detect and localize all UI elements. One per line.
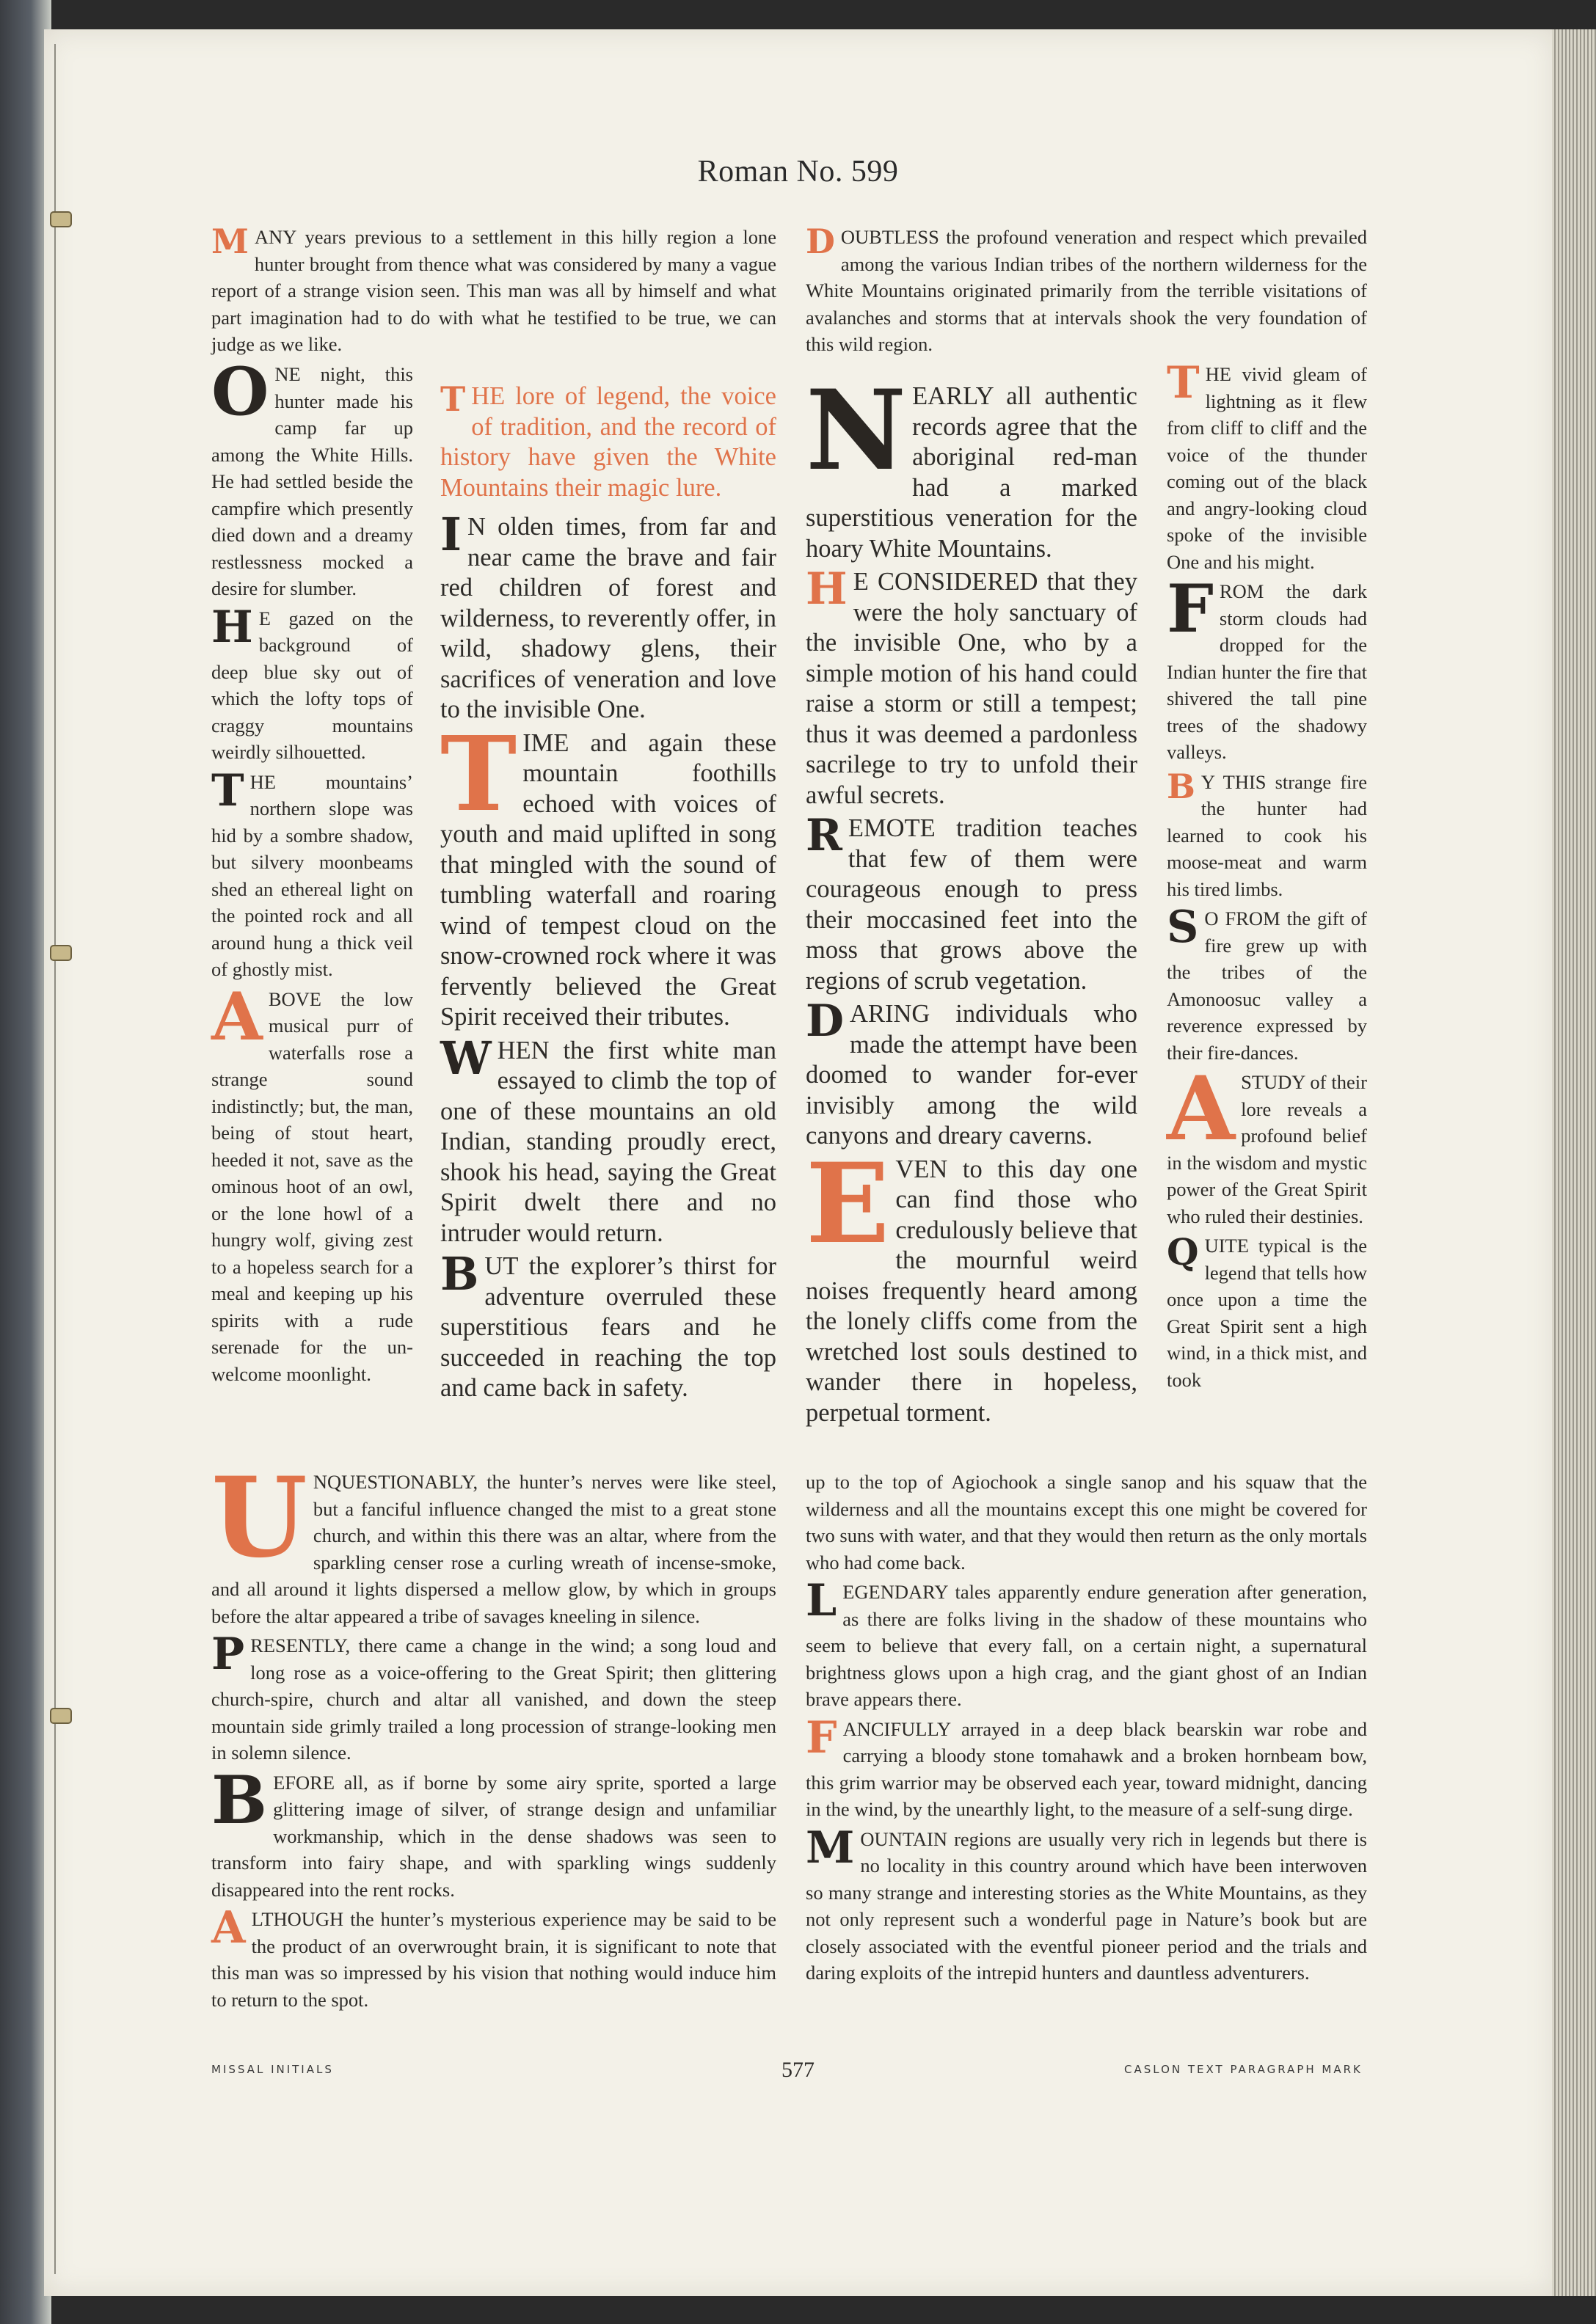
paragraph bbox=[211, 977, 413, 1388]
paragraph-text: VEN to this day one can find those who credulously believe that the mournful weird noises frequently heard among the lonely cliffs come from the wretched lost souls destined to wander there in hopeless, perpetual torment. bbox=[806, 1155, 1137, 1427]
binding-line bbox=[54, 44, 56, 2274]
paragraph bbox=[440, 714, 776, 1033]
initial-capital: F bbox=[1167, 570, 1214, 648]
initial-capital: M bbox=[211, 222, 249, 261]
left-intro bbox=[211, 224, 776, 361]
paragraph bbox=[211, 1453, 776, 1629]
initial-capital: A bbox=[1167, 1057, 1236, 1161]
footer-right-label: CASLON TEXT PARAGRAPH MARK bbox=[1124, 2063, 1363, 2076]
paragraph-text: OUNTAIN regions are usually very rich in legends but there is no locality in this country around which have been interwoven so many strange and interesting stories as the White Mountains, as they not only represent such a wonderful page in Nature’s book but are closely associated with the eventful pioneer period and the trials and daring exploits of the intrepid hunters and dauntless adventurers. bbox=[806, 1827, 1367, 1984]
initial-capital: O bbox=[211, 353, 269, 431]
initial-capital: M bbox=[806, 1821, 855, 1874]
binding-stitch bbox=[51, 213, 70, 226]
paragraph bbox=[806, 366, 1137, 564]
initial-capital: U bbox=[211, 1453, 307, 1582]
paragraph-text: LTHOUGH the hunter’s mysterious experience may be said to be the product of an overwrought brain, it is significant to note that this man was so impressed by his vision that nothing would induce him to return to the spot. bbox=[211, 1908, 776, 2011]
paragraph bbox=[806, 1575, 1367, 1713]
paragraph bbox=[806, 1711, 1367, 1823]
paragraph bbox=[211, 353, 413, 602]
paragraph bbox=[806, 810, 1137, 996]
paragraph-text: N olden times, from far and near came the brave and fair red children of forest and wilderness, to reverently offer, in wild, shadowy glens, their sacrifices of veneration and love to the invisible One. bbox=[440, 513, 776, 723]
page-number: 577 bbox=[781, 2058, 815, 2082]
paragraph-text: HE mountains’ northern slope was hid by a sombre shadow, but silvery moonbeams shed an ethereal light on the pointed rock and all around hung a thick veil of ghostly mist. bbox=[211, 770, 413, 980]
paragraph-text: STUDY of their lore reveals a profound belief in the wisdom and mystic power of the Great Spirit who ruled their destinies. bbox=[1167, 1071, 1367, 1227]
paragraph bbox=[806, 1821, 1367, 1987]
paragraph-text: IME and again these mountain foothills echoed with voices of youth and maid uplifted in song that mingled with the sound of tumbling waterfall and roaring wind of tempest cloud on the snow-crowned rock where it was fervently believed the Great Spirit received their tributes. bbox=[440, 728, 776, 1031]
paragraph-text: HEN the first white man essayed to climb the top of one of these mountains an old Indian, standing proudly erect, shook his head, saying the Great Spirit dwelt there and no intruder would return. bbox=[440, 1036, 776, 1247]
column-3 bbox=[806, 366, 1137, 1431]
paragraph bbox=[440, 508, 776, 726]
initial-capital: P bbox=[211, 1629, 245, 1680]
initial-capital: E bbox=[806, 1139, 890, 1268]
paragraph-text: ANCIFULLY arrayed in a deep black bearskin war robe and carrying a bloody stone tomahawk and a broken hornbeam bow, this grim warrior may be observed each year, toward midnight, dancing in the wind, by the unearthly light, to the measure of a self-sung dirge. bbox=[806, 1717, 1367, 1820]
paragraph bbox=[806, 224, 1367, 358]
paragraph-text: EGENDARY tales apparently endure generation after generation, as there are folks living in the shadow of these mountains who seem to believe that every fall, on a certain night, a supernatural brightness glows upon a high crag, and the giant ghost of an Indian brave appears there. bbox=[806, 1581, 1367, 1710]
binding-stitch bbox=[51, 946, 70, 960]
paragraph bbox=[1167, 902, 1367, 1066]
paragraph-text: EFORE all, as if borne by some airy sprite, sported a large glittering image of silver, of strange design and unfamiliar workmanship, which in the dense shadows was seen to transform into fairy shape, and with sparkling wings suddenly disappeared into the rent rocks. bbox=[211, 1771, 776, 1901]
initial-capital: D bbox=[806, 995, 845, 1047]
paragraph bbox=[806, 995, 1137, 1152]
page-edges bbox=[1552, 29, 1596, 2296]
paragraph-text: ROM the dark storm clouds had dropped for the Indian hunter the fire that shivered the tall pine trees of the shadowy valleys. bbox=[1167, 580, 1367, 763]
paragraph bbox=[1167, 1057, 1367, 1229]
paragraph bbox=[806, 563, 1137, 811]
paragraph-text: HE lore of legend, the voice of tradition, and the record of history have given the White Mountains their magic lure. bbox=[440, 382, 776, 502]
paragraph: up to the top of Agiochook a single sanop and his squaw that the wilderness and all the mountains except this one might be covered for two suns with water, and that they would then return as the only mortals who had come back. bbox=[806, 1471, 1367, 1574]
paragraph bbox=[1167, 766, 1367, 903]
initial-capital: H bbox=[806, 563, 848, 615]
initial-capital: H bbox=[211, 601, 253, 653]
paragraph bbox=[211, 1761, 776, 1904]
paragraph bbox=[1167, 570, 1367, 766]
initial-capital: I bbox=[440, 508, 462, 561]
paragraph-text: RESENTLY, there came a change in the wind; a song loud and long rose as a voice-offering to the Great Spirit; then glittering church-spire, church and altar all vanished, and down the steep mountain side grimly trailed a long procession of strange-looking men in solemn silence. bbox=[211, 1634, 776, 1764]
paragraph-text: E gazed on the background of deep blue sky out of which the lofty tops of craggy mountains weirdly silhouetted. bbox=[211, 607, 413, 763]
initial-capital: B bbox=[1167, 766, 1195, 806]
paragraph-text: NQUESTIONABLY, the hunter’s nerves were like steel, but a fanciful influence changed the mist to a great stone church, and within this there was an altar, where from the sparkling censer rose a curling wreath of incense-smoke, and all around it lights dispersed a mellow glow, by which in groups before the altar appeared a tribe of savages kneeling in silence. bbox=[211, 1471, 776, 1627]
initial-capital: T bbox=[440, 714, 517, 835]
paragraph bbox=[1167, 357, 1367, 575]
initial-capital: T bbox=[211, 764, 244, 816]
right-intro bbox=[806, 224, 1367, 361]
paragraph-text: UT the explorer’s thirst for adventure overruled these superstitious fears and he succeeded in reaching the top and came back in safety. bbox=[440, 1252, 776, 1402]
paragraph-text: O FROM the gift of fire grew up with the tribes of the Amonoosuc valley a reverence expressed by their fire-dances. bbox=[1167, 907, 1367, 1064]
paragraph-text: E CONSIDERED that they were the holy sanctuary of the invisible One, who by a simple motion of his hand could raise a storm or still a tempest; thus it was deemed a pardonless sacrilege to try to unfold their awful secrets. bbox=[806, 568, 1137, 809]
paragraph-text: BOVE the low musical purr of waterfalls rose a strange sound indistinctly; but, the man, being of stout heart, heeded it not, save as the ominous hoot of an owl, or the lone howl of a hungry wolf, giving zest to a hopeless search for a meal and keeping up his spirits with a rude serenade for the un-welcome moonlight. bbox=[211, 987, 413, 1385]
bottom-right-block bbox=[806, 1469, 1367, 1989]
initial-capital: B bbox=[440, 1247, 479, 1301]
binding-stitch bbox=[51, 1709, 70, 1722]
initial-capital: A bbox=[211, 977, 263, 1056]
bottom-left-block bbox=[211, 1453, 776, 2016]
paragraph-text: Y THIS strange fire the hunter had learned to cook his moose-meat and warm his tired limbs. bbox=[1167, 770, 1367, 900]
paragraph bbox=[211, 601, 413, 766]
page-title: Roman No. 599 bbox=[697, 155, 899, 189]
initial-capital: L bbox=[806, 1575, 837, 1626]
paragraph-text: ANY years previous to a settlement in this hilly region a lone hunter brought from thence what was considered by many a vague report of a strange vision seen. This man was all by himself and what part imagination had to do with what he testified to be true, we can judge as we like. bbox=[211, 226, 776, 355]
paragraph bbox=[1167, 1232, 1367, 1393]
initial-capital: S bbox=[1167, 902, 1199, 953]
paragraph bbox=[806, 1139, 1137, 1429]
initial-capital: A bbox=[211, 1902, 246, 1954]
initial-capital: Q bbox=[1167, 1230, 1199, 1274]
column-1 bbox=[211, 353, 413, 1390]
initial-capital: W bbox=[440, 1031, 492, 1085]
paragraph bbox=[440, 1247, 776, 1404]
paragraph-text: EMOTE tradition teaches that few of them were courageous enough to press their moccasined feet into the moss that grows above the regions of scrub vegetation. bbox=[806, 814, 1137, 995]
paragraph-text: HE vivid gleam of lightning as it flew from cliff to cliff and the voice of the thunder coming out of the black and angry-looking cloud spoke of the invisible One and his might. bbox=[1167, 363, 1367, 573]
paragraph bbox=[440, 381, 776, 503]
initial-capital: F bbox=[806, 1711, 837, 1764]
initial-capital: B bbox=[211, 1761, 268, 1839]
paragraph-text: NE night, this hunter made his camp far up among the White Hills. He had settled beside the campfire which presently died down and a dreamy restlessness mocked a desire for slumber. bbox=[211, 363, 413, 599]
paragraph-text: EARLY all authentic records agree that the aboriginal red-man had a marked superstitious veneration for the hoary White Mountains. bbox=[806, 382, 1137, 563]
paragraph bbox=[211, 764, 413, 983]
initial-capital: D bbox=[806, 222, 835, 261]
initial-capital: N bbox=[806, 366, 907, 495]
initial-capital: T bbox=[1167, 357, 1200, 409]
paragraph bbox=[211, 224, 776, 358]
initial-capital: R bbox=[806, 810, 842, 861]
footer-left-label: MISSAL INITIALS bbox=[211, 2063, 334, 2076]
paragraph bbox=[211, 1629, 776, 1766]
paragraph-text: UITE typical is the legend that tells how once upon a time the Great Spirit sent a high wind, in a thick mist, and took bbox=[1167, 1235, 1367, 1391]
initial-capital: T bbox=[440, 379, 466, 419]
paragraph bbox=[211, 1902, 776, 2013]
paragraph bbox=[440, 1031, 776, 1249]
paragraph-text: OUBTLESS the profound veneration and respect which prevailed among the various Indian tribes of the northern wilderness for the White Mountains originated primarily from the terrible visitations of avalanches and storms that at intervals shook the very foundation of this wild region. bbox=[806, 226, 1367, 355]
column-2 bbox=[440, 381, 776, 1407]
paragraph-text: ARING individuals who made the attempt have been doomed to wander for-ever invisibly among the wild canyons and dreary caverns. bbox=[806, 1000, 1137, 1150]
column-4 bbox=[1167, 357, 1367, 1396]
